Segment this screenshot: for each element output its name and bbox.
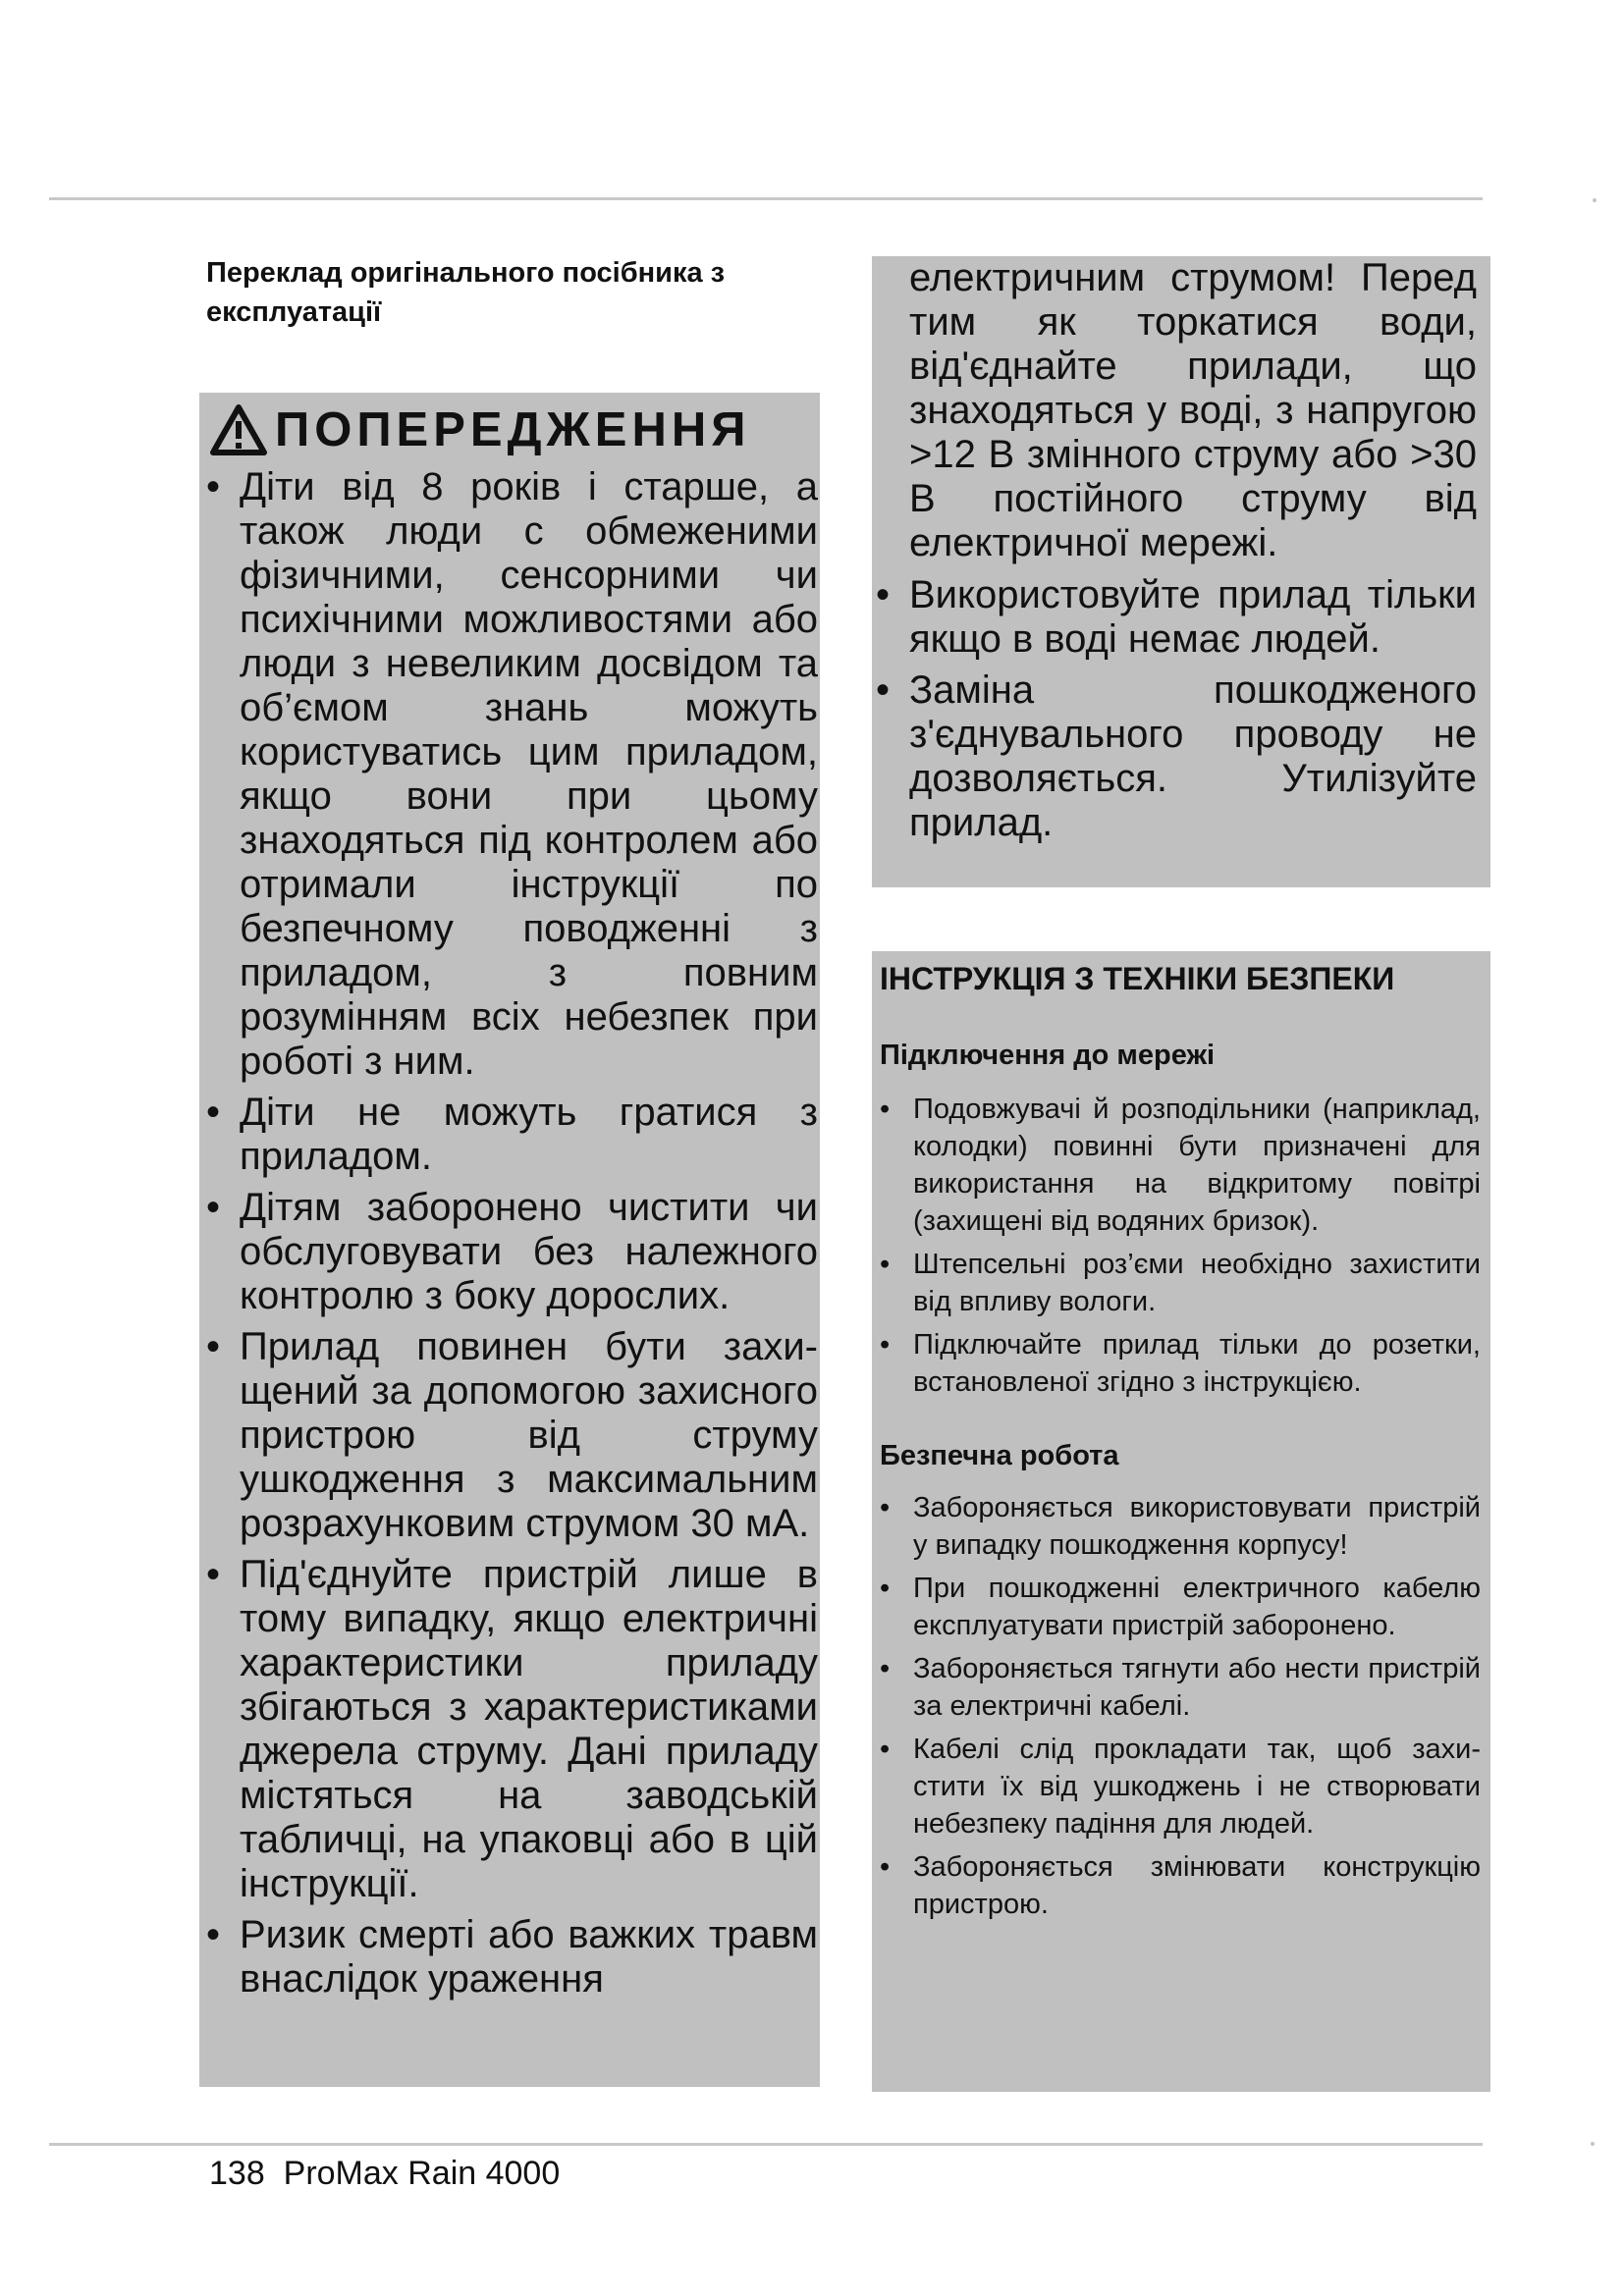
bottom-rule bbox=[49, 2143, 1483, 2146]
list-item bbox=[206, 1913, 818, 2002]
mains-item-text: Подовжувачі й розподільники (наприклад, колодки) повинні бути призначені для використання на відкритому повітрі (захищені від водяних бризок). bbox=[913, 1094, 1481, 1237]
warning-box bbox=[199, 393, 820, 2087]
scan-speck bbox=[1593, 198, 1597, 202]
list-item bbox=[880, 1326, 1481, 1401]
operation-item-text: Забороняється тягнути або нести пристрій за електричні кабелі. bbox=[913, 1653, 1481, 1722]
warning-item-text: Дітям заборонено чистити чи обслуговувати без належного контролю з боку дорослих. bbox=[240, 1186, 818, 1317]
bullet-icon: • bbox=[880, 1851, 891, 1883]
list-item bbox=[206, 465, 818, 1084]
warning-item-text: Під'єднуйте пристрій лише в тому випадку, якщо електричні характеристики приладу збігаються з характеристиками джерела струму. Дані приладу містяться на заводській табличці, на упаковці або в цій інструкції. bbox=[240, 1553, 818, 1905]
bullet-icon: • bbox=[880, 1734, 891, 1765]
bullet-icon: • bbox=[880, 1653, 891, 1684]
bullet-icon: • bbox=[206, 465, 221, 508]
warning-item-text: Прилад повинен бути захищений за допомогою захисного пристрою від струму ушкодження з максимальним розрахунковим струмом 30 мА. bbox=[240, 1325, 818, 1545]
mains-heading: Підключення до мережі bbox=[880, 1040, 1216, 1071]
list-item bbox=[880, 1091, 1481, 1240]
warning-item-text: Ризик смерті або важких травм внаслідок ураження bbox=[240, 1913, 818, 2001]
warning-item-text: Діти не можуть гратися з приладом. bbox=[240, 1091, 818, 1178]
warning-list-continued bbox=[872, 573, 1490, 845]
bullet-icon: • bbox=[880, 1249, 891, 1280]
bullet-icon: • bbox=[880, 1573, 891, 1604]
mains-item-text: Штепсельні роз’єми необхідно захистити від впливу вологи. bbox=[913, 1249, 1481, 1317]
list-item bbox=[880, 1246, 1481, 1320]
bullet-icon: • bbox=[206, 1325, 221, 1368]
document-heading bbox=[206, 253, 835, 332]
list-item bbox=[876, 668, 1477, 845]
list-item bbox=[206, 1325, 818, 1546]
warning-list bbox=[206, 465, 818, 2002]
operation-item-text: Забороняється змінювати конструкцію пристрою. bbox=[913, 1851, 1481, 1920]
list-item bbox=[206, 1553, 818, 1906]
page-number: 138 bbox=[209, 2155, 265, 2192]
operation-heading: Безпечна робота bbox=[880, 1440, 1119, 1471]
list-item bbox=[880, 1650, 1481, 1725]
scan-speck bbox=[1591, 2142, 1595, 2146]
page-footer bbox=[209, 2152, 560, 2195]
bullet-icon: • bbox=[880, 1094, 891, 1125]
operation-item-text: Кабелі слід прокладати так, щоб захистити їх від ушкоджень і не створювати небезпеку падіння для людей. bbox=[913, 1734, 1481, 1840]
list-item bbox=[880, 1570, 1481, 1644]
bullet-icon: • bbox=[206, 1186, 221, 1229]
warning-continuation-text: електричним струмом! Перед тим як торкатися води, від'єднайте прилади, що знаходяться у воді, з напругою >12 В змінного струму або >30 В постійного струму від електричної мережі. bbox=[909, 256, 1477, 564]
heading-line-2: експлуатації bbox=[206, 296, 382, 328]
product-name: ProMax Rain 4000 bbox=[283, 2155, 561, 2192]
operation-item-text: Забороняється використовувати пристрій у випадку пошкодження корпусу! bbox=[913, 1492, 1481, 1561]
operation-list bbox=[876, 1489, 1481, 1923]
bullet-icon: • bbox=[880, 1492, 891, 1523]
bullet-icon: • bbox=[206, 1091, 221, 1134]
warning-item-text: Заміна пошкодженого з'єднувального проводу не дозволяється. Утилізуйте прилад. bbox=[909, 668, 1477, 844]
operation-item-text: При пошкодженні електричного кабелю експлуатувати пристрій заборонено. bbox=[913, 1573, 1481, 1641]
mains-list bbox=[876, 1091, 1481, 1401]
warning-item-text: Діти від 8 років і старше, а також люди с обмеженими фізичними, сенсорними чи психічними можливостями або люди з невеликим досвідом та об’ємом знань можуть користуватись цим приладом, якщо вони при цьому знаходяться під контролем або отримали інструкції по безпечному поводженні з приладом, з повним розумінням всіх небезпек при роботі з ним. bbox=[240, 465, 818, 1083]
top-rule bbox=[49, 197, 1483, 200]
bullet-icon: • bbox=[880, 1329, 891, 1361]
heading-line-1: Переклад оригінального посібника з bbox=[206, 257, 726, 289]
list-item bbox=[880, 1848, 1481, 1923]
bullet-icon: • bbox=[876, 668, 891, 712]
mains-item-text: Підключайте прилад тільки до розетки, встановленої згідно з інструкцією. bbox=[913, 1329, 1481, 1398]
safety-instructions-box bbox=[872, 951, 1490, 2092]
warning-triangle-icon bbox=[210, 404, 267, 455]
list-item bbox=[880, 1731, 1481, 1842]
bullet-icon: • bbox=[206, 1913, 221, 1956]
list-item bbox=[206, 1091, 818, 1179]
list-item bbox=[876, 573, 1477, 662]
warning-title-text: ПОПЕРЕДЖЕННЯ bbox=[275, 403, 751, 456]
safety-title: ІНСТРУКЦІЯ З ТЕХНІКИ БЕЗПЕКИ bbox=[880, 961, 1395, 996]
list-item bbox=[206, 1186, 818, 1318]
list-item bbox=[880, 1489, 1481, 1564]
warning-title bbox=[210, 399, 818, 461]
bullet-icon: • bbox=[206, 1553, 221, 1596]
warning-item-text: Використовуйте прилад тільки якщо в воді немає людей. bbox=[909, 573, 1477, 661]
warning-continuation-box bbox=[872, 256, 1490, 887]
bullet-icon: • bbox=[876, 573, 891, 616]
